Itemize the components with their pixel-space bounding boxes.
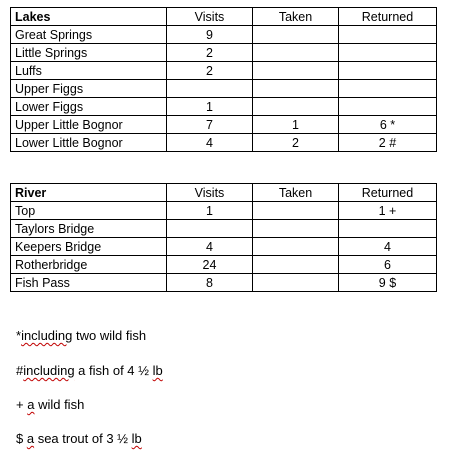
taken-cell [253, 238, 339, 256]
table-row [11, 274, 437, 292]
footnote-hash [16, 363, 163, 378]
taken-cell: 1 [253, 116, 339, 134]
returned-cell: 9 $ [339, 274, 437, 292]
location-cell: Luffs [11, 62, 167, 80]
table-row [11, 238, 437, 256]
taken-cell [253, 26, 339, 44]
taken-cell [253, 98, 339, 116]
footnote-text: two wild fish [72, 328, 147, 343]
spellcheck-word: lb [152, 363, 163, 378]
footnote-mark: * [16, 328, 22, 343]
lakes-table [10, 7, 437, 152]
location-cell: Lower Figgs [11, 98, 167, 116]
location-cell: Little Springs [11, 44, 167, 62]
footnote-text: wild fish [34, 397, 85, 412]
taken-cell [253, 256, 339, 274]
col-header: River [11, 184, 167, 202]
footnote-text: a fish of 4 ½ [74, 363, 153, 378]
header-row [11, 184, 437, 202]
returned-cell: 1 + [339, 202, 437, 220]
spellcheck-word: lb [131, 431, 142, 446]
returned-cell [339, 98, 437, 116]
table-row [11, 62, 437, 80]
returned-cell: 6 [339, 256, 437, 274]
visits-cell: 8 [167, 274, 253, 292]
visits-cell: 7 [167, 116, 253, 134]
location-cell: Rotherbridge [11, 256, 167, 274]
location-cell: Taylors Bridge [11, 220, 167, 238]
visits-cell [167, 80, 253, 98]
taken-cell [253, 220, 339, 238]
visits-cell: 24 [167, 256, 253, 274]
footnote-text: sea trout of 3 ½ [34, 431, 132, 446]
col-header: Lakes [11, 8, 167, 26]
visits-cell: 4 [167, 134, 253, 152]
table-row [11, 220, 437, 238]
returned-cell [339, 62, 437, 80]
location-cell: Keepers Bridge [11, 238, 167, 256]
table-row [11, 98, 437, 116]
footnote-mark: # [16, 363, 24, 378]
footnote-plus [16, 397, 84, 412]
spellcheck-word: a [26, 431, 35, 446]
returned-cell [339, 80, 437, 98]
returned-cell: 2 # [339, 134, 437, 152]
spellcheck-word: a [27, 397, 35, 412]
visits-cell: 2 [167, 62, 253, 80]
col-header: Taken [253, 8, 339, 26]
col-header: Taken [253, 184, 339, 202]
location-cell: Great Springs [11, 26, 167, 44]
taken-cell: 2 [253, 134, 339, 152]
col-header: Visits [167, 8, 253, 26]
table-row [11, 116, 437, 134]
table-row [11, 202, 437, 220]
location-cell: Upper Figgs [11, 80, 167, 98]
taken-cell [253, 274, 339, 292]
taken-cell [253, 62, 339, 80]
footnote-mark: $ [16, 431, 27, 446]
footnote-mark: + [16, 397, 28, 412]
taken-cell [253, 202, 339, 220]
returned-cell [339, 44, 437, 62]
table-row [11, 26, 437, 44]
returned-cell: 4 [339, 238, 437, 256]
visits-cell: 4 [167, 238, 253, 256]
returned-cell: 6 * [339, 116, 437, 134]
footnote-dollar [16, 431, 142, 446]
visits-cell: 1 [167, 202, 253, 220]
header-row [11, 8, 437, 26]
visits-cell: 1 [167, 98, 253, 116]
footnote-star [16, 328, 146, 343]
location-cell: Fish Pass [11, 274, 167, 292]
taken-cell [253, 80, 339, 98]
table-row [11, 134, 437, 152]
location-cell: Upper Little Bognor [11, 116, 167, 134]
spellcheck-word: including [23, 363, 75, 378]
river-table [10, 183, 437, 292]
returned-cell [339, 220, 437, 238]
spellcheck-word: including [21, 328, 73, 343]
returned-cell [339, 26, 437, 44]
location-cell: Lower Little Bognor [11, 134, 167, 152]
col-header: Visits [167, 184, 253, 202]
table-row [11, 80, 437, 98]
col-header: Returned [339, 8, 437, 26]
visits-cell: 9 [167, 26, 253, 44]
col-header: Returned [339, 184, 437, 202]
visits-cell [167, 220, 253, 238]
table-row [11, 256, 437, 274]
visits-cell: 2 [167, 44, 253, 62]
location-cell: Top [11, 202, 167, 220]
table-row [11, 44, 437, 62]
taken-cell [253, 44, 339, 62]
